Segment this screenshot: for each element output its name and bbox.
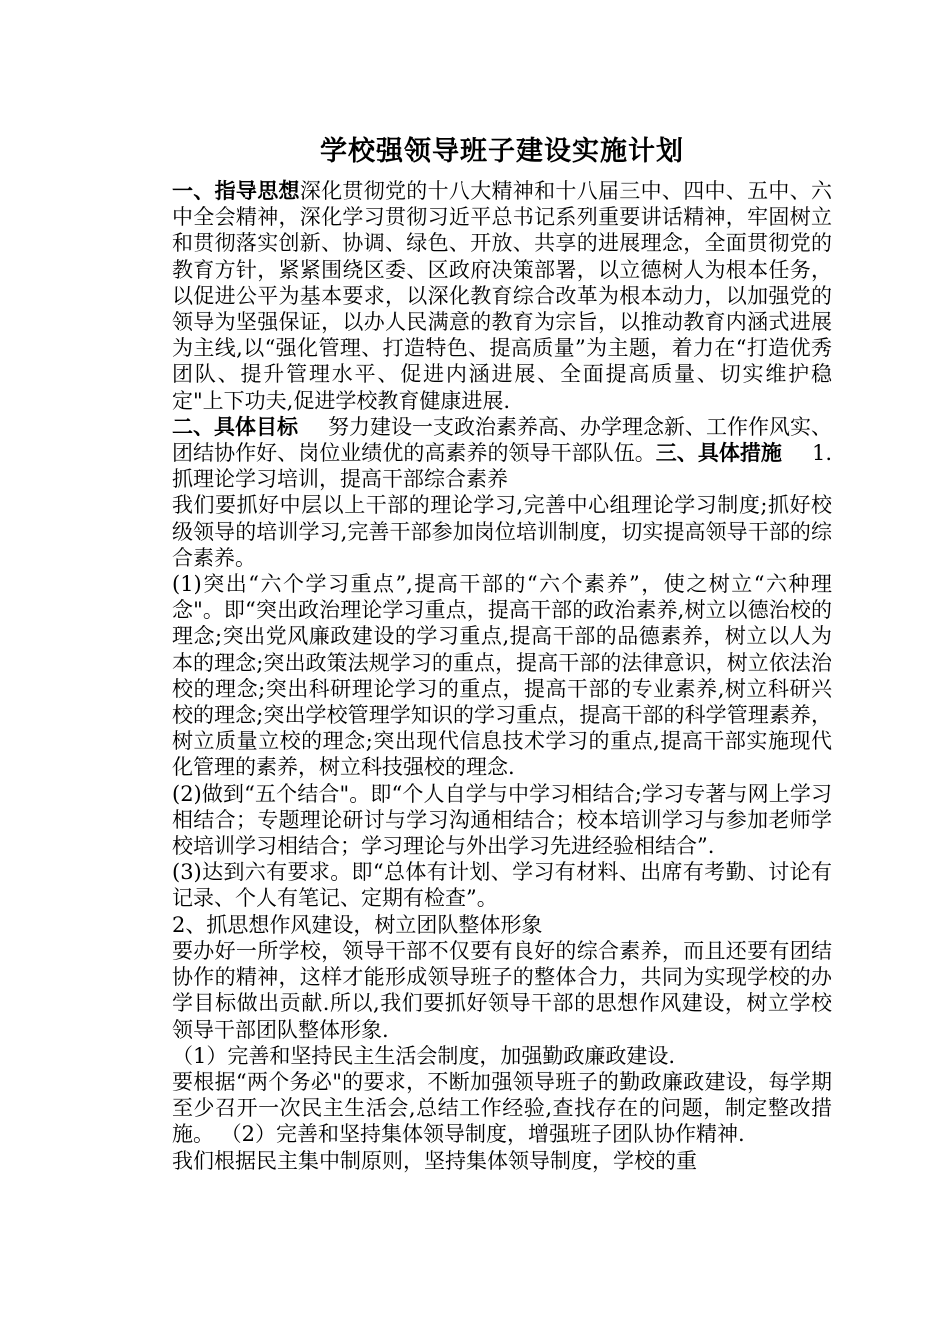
paragraph: (2)做到“五个结合"。即“个人自学与中学习相结合;学习专著与网上学习相结合；专题理论研讨与学习沟通相结合；校本培训学习与参加老师学校培训学习相结合；学习理论与外出学习先进经验相结合”. — [172, 781, 832, 859]
section-text: 深化贯彻党的十八大精神和十八届三中、四中、五中、六中全会精神，深化学习贯彻习近平总书记系列重要讲话精神，牢固树立和贯彻落实创新、协调、绿色、开放、共享的进展理念，全面贯彻党的教育方针，紧紧围绕区委、区政府决策部署，以立德树人为根本任务，以促进公平为基本要求，以深化教育综合改革为根本动力，以加强党的领导为坚强保证，以办人民满意的教育为宗旨，以推动教育内涵式进展为主线,以“强化管理、打造特色、提高质量”为主题，着力在“打造优秀团队、提升管理水平、促进内涵进展、全面提高质量、切实维护稳定"上下功夫,促进学校教育健康进展. — [172, 179, 833, 413]
paragraph: 要根据“两个务必"的要求，不断加强领导班子的勤政廉政建设，每学期至少召开一次民主生活会,总结工作经验,查找存在的问题，制定整改措施。 （2）完善和坚持集体领导制度，增强班子团队协作精神. — [172, 1069, 832, 1147]
paragraph: (1)突出“六个学习重点”,提高干部的“六个素养”，使之树立“六种理念"。即“突出政治理论学习重点，提高干部的政治素养,树立以德治校的理念;突出党风廉政建设的学习重点,提高干部的品德素养，树立以人为本的理念;突出政策法规学习的重点，提高干部的法律意识，树立依法治校的理念;突出科研理论学习的重点，提高干部的专业素养,树立科研兴校的理念;突出学校管理学知识的学习重点，提高干部的科学管理素养，树立质量立校的理念;突出现代信息技术学习的重点,提高干部实施现代化管理的素养，树立科技强校的理念. — [172, 572, 832, 780]
measure-item-2-heading: 2、抓思想作风建设，树立团队整体形象 — [172, 912, 543, 937]
measure-item-1-heading: 1. 抓理论学习培训，提高干部综合素养 — [172, 441, 833, 492]
paragraph: （1）完善和坚持民主生活会制度，加强勤政廉政建设. — [172, 1043, 676, 1068]
section-text: 努力建设一支政治素养高、办学理念新、工作作风实、团结协作好、岗位业绩优的高素养的领导干部队伍。 — [172, 414, 832, 466]
section-heading: 一、指导思想 — [172, 178, 300, 203]
document-page — [172, 132, 832, 1174]
paragraph: (3)达到六有要求。即“总体有计划、学习有材料、出席有考勤、讨论有记录、个人有笔记、定期有检查”。 — [172, 860, 832, 911]
paragraph: 我们要抓好中层以上干部的理论学习,完善中心组理论学习制度;抓好校级领导的培训学习,完善干部参加岗位培训制度，切实提高领导干部的综合素养。 — [172, 493, 832, 570]
document-title: 学校强领导班子建设实施计划 — [320, 136, 684, 167]
paragraph: 我们根据民主集中制原则，坚持集体领导制度，学校的重 — [172, 1148, 697, 1173]
document-body — [172, 178, 832, 1174]
section-heading: 二、具体目标 — [172, 413, 298, 439]
paragraph: 要办好一所学校，领导干部不仅要有良好的综合素养，而且还要有团结协作的精神，这样才能形成领导班子的整体合力，共同为实现学校的办学目标做出贡献.所以,我们要抓好领导干部的思想作风建设，树立学校领导干部团队整体形象. — [172, 938, 832, 1042]
section-goals — [172, 414, 832, 493]
section-heading: 三、具体措施 — [655, 440, 782, 466]
section-guiding-ideology — [172, 178, 832, 414]
